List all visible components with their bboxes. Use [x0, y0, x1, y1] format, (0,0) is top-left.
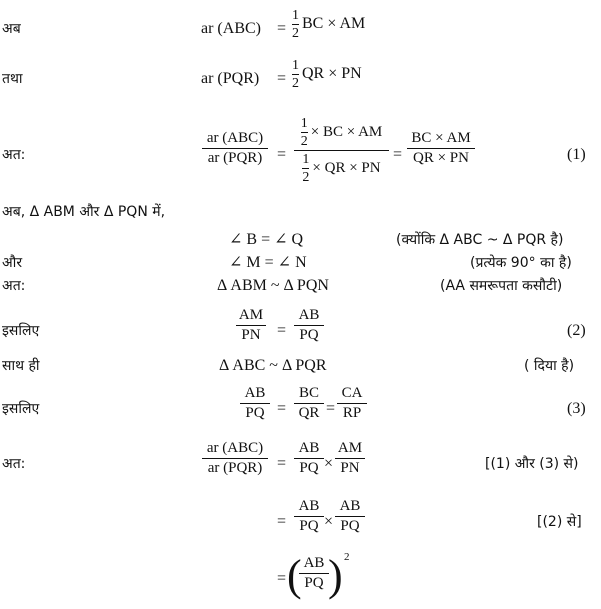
area-abc-formula: $\frac{1}{2}$ BC × AM	[292, 8, 366, 41]
equals-sign: =	[277, 513, 287, 530]
word-atah: अत:	[2, 278, 26, 294]
area-ratio-fraction: ar (ABC) ar (PQR)	[202, 130, 268, 167]
fraction-ab-pq: AB PQ	[335, 498, 365, 535]
fraction-bc-qr: BC QR	[294, 385, 324, 422]
equals-sign: =	[326, 400, 336, 417]
exponent: 2	[344, 551, 350, 563]
equals-sign: =	[277, 20, 287, 37]
fraction-ab-pq: AB PQ	[294, 440, 324, 477]
equation-tag: (2)	[567, 322, 586, 339]
word-atah: अत:	[2, 147, 26, 163]
equation-tag: (3)	[567, 400, 586, 417]
reason-similar: (क्योंकि Δ ABC ~ Δ PQR है)	[396, 232, 564, 248]
word-saath-hi: साथ ही	[2, 358, 40, 374]
word-tatha: तथा	[2, 71, 23, 87]
reason-from-2: [(2) से]	[537, 514, 582, 530]
reason-aa-criterion: (AA समरूपता कसौटी)	[440, 278, 563, 294]
fraction-ca-rp: CA RP	[337, 385, 367, 422]
times-sign: ×	[324, 513, 334, 530]
reason-given: ( दिया है)	[524, 358, 575, 374]
equals-sign: =	[277, 455, 287, 472]
fraction-ab-pq: AB PQ	[294, 307, 324, 344]
close-paren: )	[328, 551, 343, 600]
half-product-fraction: $\frac{1}{2}$ × BC × AM $\frac{1}{2}$ × QR × PN	[294, 116, 389, 185]
word-ab: अब	[2, 21, 21, 37]
similarity-abc-pqr: Δ ABC ~ Δ PQR	[219, 357, 327, 374]
area-ratio-fraction: ar (ABC) ar (PQR)	[202, 440, 268, 477]
fraction-ab-pq: AB PQ	[294, 498, 324, 535]
area-abc-label: ar (ABC)	[201, 20, 261, 37]
word-isliye: इसलिए	[2, 323, 40, 339]
equals-sign: =	[277, 322, 287, 339]
equals-sign: =	[277, 70, 287, 87]
times-sign: ×	[324, 455, 334, 472]
fraction-ab-pq: AB PQ	[299, 555, 329, 592]
equals-sign: =	[277, 400, 287, 417]
reason-right-angle: (प्रत्येक 90° का है)	[470, 255, 572, 271]
half-fraction: $\frac{1}{2}$	[292, 58, 299, 91]
word-aur: और	[2, 255, 23, 271]
word-isliye: इसलिए	[2, 401, 40, 417]
equals-sign: =	[393, 146, 403, 163]
angle-b-equals-q: ∠ B = ∠ Q	[229, 231, 304, 248]
open-paren: (	[287, 551, 302, 600]
reason-from-1-and-3: [(1) और (3) से)	[485, 456, 579, 472]
equation-tag: (1)	[567, 146, 586, 163]
equals-sign: =	[277, 146, 287, 163]
fraction-am-pn: AM PN	[236, 307, 266, 344]
area-pqr-label: ar (PQR)	[201, 70, 260, 87]
angle-m-equals-n: ∠ M = ∠ N	[229, 254, 307, 271]
word-atah: अत:	[2, 456, 26, 472]
fraction-am-pn: AM PN	[335, 440, 365, 477]
equals-sign: =	[277, 570, 287, 587]
half-fraction: $\frac{1}{2}$	[292, 8, 299, 41]
fraction-ab-pq: AB PQ	[240, 385, 270, 422]
product-ratio-fraction: BC × AM QR × PN	[407, 130, 475, 167]
intro-line: अब, Δ ABM और Δ PQN में,	[2, 204, 166, 220]
area-pqr-formula: $\frac{1}{2}$ QR × PN	[292, 58, 362, 91]
similarity-abm-pqn: Δ ABM ~ Δ PQN	[217, 277, 329, 294]
